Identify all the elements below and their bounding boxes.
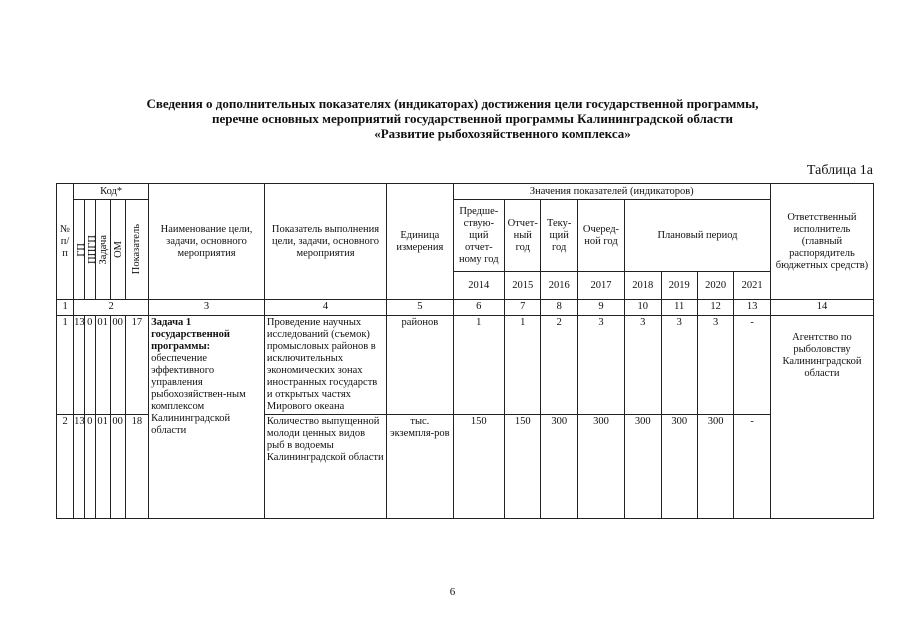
code-zadacha: 01 — [95, 316, 110, 415]
value-cell: - — [734, 316, 771, 415]
value-cell: 300 — [697, 415, 733, 519]
header-prev-year: Предше-ствую-щий отчет-ному год — [453, 200, 504, 272]
col-number: 12 — [697, 300, 733, 316]
header-kod-pokazatel: Показатель — [125, 200, 149, 300]
code-ppgp: 0 — [84, 316, 95, 415]
value-cell: - — [734, 415, 771, 519]
value-cell: 3 — [661, 316, 697, 415]
col-number: 13 — [734, 300, 771, 316]
value-cell: 3 — [697, 316, 733, 415]
col-number: 1 — [57, 300, 74, 316]
task-name-rest: обеспечение эффективного управления рыбохозяйствен-ным комплексом Калининградской области — [151, 353, 246, 436]
value-cell: 3 — [625, 316, 661, 415]
code-pokazatel: 18 — [125, 415, 149, 519]
page-number: 6 — [449, 586, 456, 598]
header-kod-zadacha: Задача — [95, 200, 110, 300]
code-gp: 13 — [74, 415, 85, 519]
value-cell: 1 — [453, 316, 504, 415]
indicator-name: Количество выпущенной молоди ценных видов рыб в водоемы Калининградской области — [264, 415, 386, 519]
header-kod-om: ОМ — [110, 200, 125, 300]
year-cell: 2015 — [505, 272, 541, 300]
col-number: 6 — [453, 300, 504, 316]
document-title — [40, 96, 865, 141]
code-om: 00 — [110, 316, 125, 415]
col-number: 11 — [661, 300, 697, 316]
indicators-table — [56, 183, 874, 519]
year-cell: 2018 — [625, 272, 661, 300]
header-num: № п/п — [57, 184, 74, 300]
col-number: 8 — [541, 300, 577, 316]
header-plan-period: Плановый период — [625, 200, 771, 272]
responsible-cell — [770, 316, 873, 519]
code-zadacha: 01 — [95, 415, 110, 519]
value-cell: 3 — [577, 316, 624, 415]
header-current-year: Теку-щий год — [541, 200, 577, 272]
code-ppgp: 0 — [84, 415, 95, 519]
col-number: 2 — [74, 300, 149, 316]
year-cell: 2016 — [541, 272, 577, 300]
col-number: 10 — [625, 300, 661, 316]
header-responsible: Ответственный исполнитель (главный распорядитель бюджетных средств) — [770, 184, 873, 300]
col-number: 3 — [149, 300, 265, 316]
col-number: 14 — [770, 300, 873, 316]
code-pokazatel: 17 — [125, 316, 149, 415]
value-cell: 2 — [541, 316, 577, 415]
year-cell: 2021 — [734, 272, 771, 300]
col-number: 9 — [577, 300, 624, 316]
year-cell: 2017 — [577, 272, 624, 300]
task-name-bold: Задача 1 государственной программы: — [151, 317, 230, 352]
value-cell: 1 — [505, 316, 541, 415]
header-kod-gp: ГП — [74, 200, 85, 300]
year-cell: 2019 — [661, 272, 697, 300]
header-unit: Единица измерения — [387, 184, 453, 300]
task-name-cell — [149, 316, 265, 519]
col-number: 4 — [264, 300, 386, 316]
year-cell: 2020 — [697, 272, 733, 300]
header-name: Наименование цели, задачи, основного мероприятия — [149, 184, 265, 300]
header-kod-ppgp: ППГП — [84, 200, 95, 300]
indicator-name: Проведение научных исследований (съемок) промысловых районов в исключительных экономических зонах иностранных государств и открытых частях Мирового океана — [264, 316, 386, 415]
col-number: 7 — [505, 300, 541, 316]
table-label: Таблица 1а — [806, 163, 873, 178]
header-kod: Код* — [74, 184, 149, 200]
header-indicator: Показатель выполнения цели, задачи, основного мероприятия — [264, 184, 386, 300]
title-line-2: перечне основных мероприятий государственной программы Калининградской области — [212, 111, 733, 126]
header-next-year: Очеред-ной год — [577, 200, 624, 272]
header-values-group: Значения показателей (индикаторов) — [453, 184, 770, 200]
col-number: 5 — [387, 300, 453, 316]
unit: районов — [387, 316, 453, 415]
code-gp: 13 — [74, 316, 85, 415]
value-cell: 150 — [453, 415, 504, 519]
row-num: 1 — [57, 316, 74, 415]
value-cell: 150 — [505, 415, 541, 519]
value-cell: 300 — [541, 415, 577, 519]
value-cell: 300 — [625, 415, 661, 519]
year-cell: 2014 — [453, 272, 504, 300]
code-om: 00 — [110, 415, 125, 519]
responsible-text: Агентство по рыболовству Калининградской области — [782, 332, 862, 379]
row-num: 2 — [57, 415, 74, 519]
value-cell: 300 — [577, 415, 624, 519]
table-row — [57, 316, 874, 415]
title-line-3: «Развитие рыбохозяйственного комплекса» — [374, 126, 631, 141]
value-cell: 300 — [661, 415, 697, 519]
header-report-year: Отчет-ный год — [505, 200, 541, 272]
unit: тыс. экземпля-ров — [387, 415, 453, 519]
title-line-1: Сведения о дополнительных показателях (индикаторах) достижения цели государственной программы, — [146, 96, 759, 111]
